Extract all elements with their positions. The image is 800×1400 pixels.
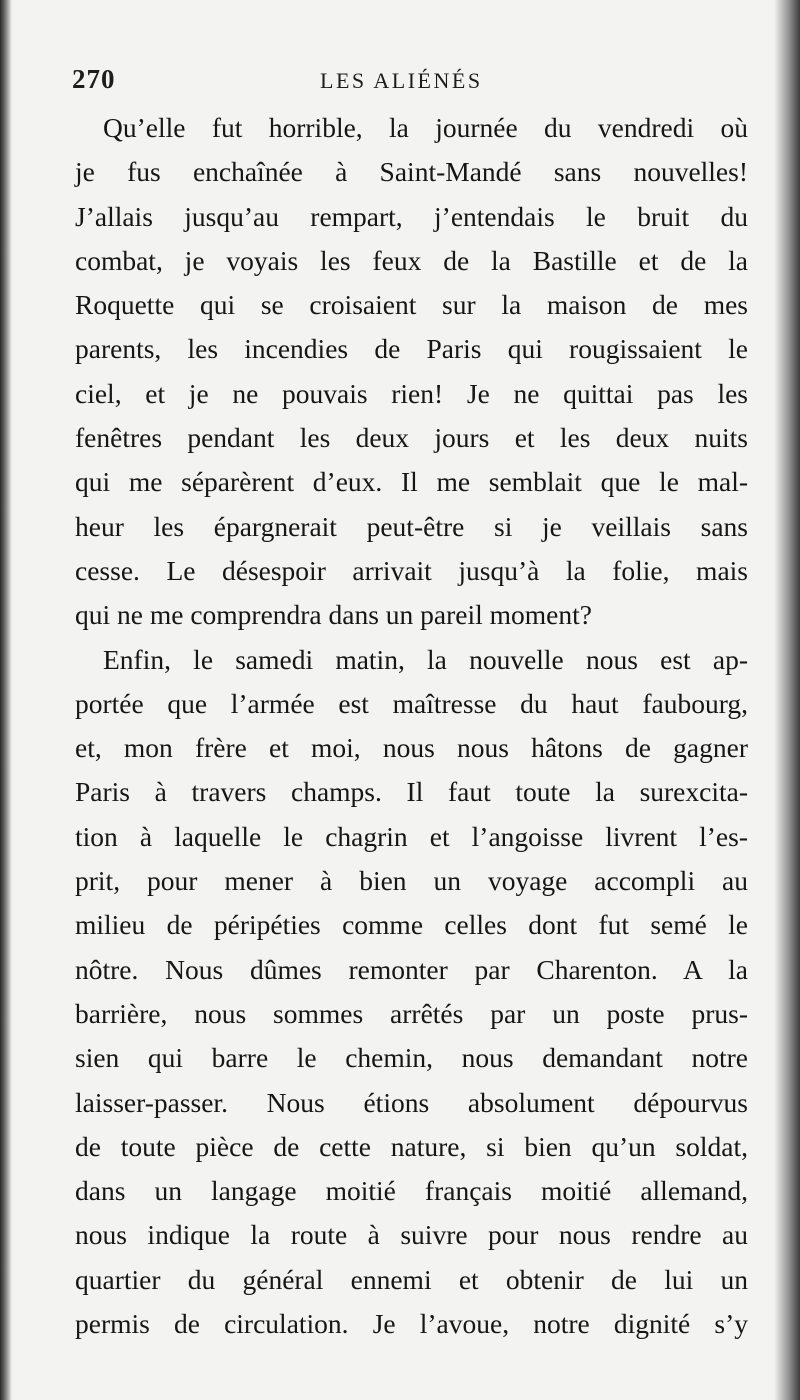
text-line: milieu de péripéties comme celles dont fut semé le (75, 909, 748, 941)
text-line: de toute pièce de cette nature, si bien qu’un soldat, (75, 1130, 748, 1162)
text-line: combat, je voyais les feux de la Bastille et de la (75, 244, 748, 276)
text-line: sien qui barre le chemin, nous demandant notre (75, 1042, 748, 1074)
text-line: portée que l’armée est maîtresse du haut faubourg, (75, 687, 748, 719)
text-line: nous indique la route à suivre pour nous rendre au (75, 1219, 748, 1251)
text-line: prit, pour mener à bien un voyage accompli au (75, 865, 748, 897)
text-line: fenêtres pendant les deux jours et les deux nuits (75, 422, 748, 454)
text-line: qui me séparèrent d’eux. Il me semblait que le mal- (75, 466, 748, 498)
text-line: permis de circulation. Je l’avoue, notre dignité s’y (75, 1308, 748, 1340)
text-line: J’allais jusqu’au rempart, j’entendais le bruit du (75, 200, 748, 232)
text-line: Qu’elle fut horrible, la journée du vendredi où (103, 112, 748, 143)
text-line: Paris à travers champs. Il faut toute la surexcita- (75, 776, 748, 808)
text-line: heur les épargnerait peut-être si je veillais sans (75, 510, 748, 542)
text-line: ciel, et je ne pouvais rien! Je ne quittai pas les (75, 377, 748, 409)
page-number: 270 (72, 64, 116, 94)
body-text (75, 106, 748, 1346)
text-line: Enfin, le samedi matin, la nouvelle nous est ap- (103, 643, 748, 675)
text-line: barrière, nous sommes arrêtés par un poste prus- (75, 997, 748, 1029)
text-line: dans un langage moitié français moitié allemand, (75, 1175, 748, 1207)
running-title: LES ALIÉNÉS (320, 68, 483, 93)
text-line: nôtre. Nous dûmes remonter par Charenton. A la (75, 953, 748, 985)
text-line: parents, les incendies de Paris qui rougissaient le (75, 333, 748, 365)
text-line: je fus enchaînée à Saint-Mandé sans nouvelles! (75, 156, 748, 188)
text-line: laisser-passer. Nous étions absolument dépourvus (75, 1086, 748, 1118)
running-head (72, 62, 752, 102)
text-line: qui ne me comprendra dans un pareil moment? (75, 599, 592, 631)
text-line: Roquette qui se croisaient sur la maison de mes (75, 289, 748, 321)
text-line: et, mon frère et moi, nous nous hâtons de gagner (75, 732, 748, 764)
text-line: quartier du général ennemi et obtenir de lui un (75, 1263, 748, 1295)
text-line: tion à laquelle le chagrin et l’angoisse livrent l’es- (75, 820, 748, 852)
text-line: cesse. Le désespoir arrivait jusqu’à la folie, mais (75, 554, 748, 586)
